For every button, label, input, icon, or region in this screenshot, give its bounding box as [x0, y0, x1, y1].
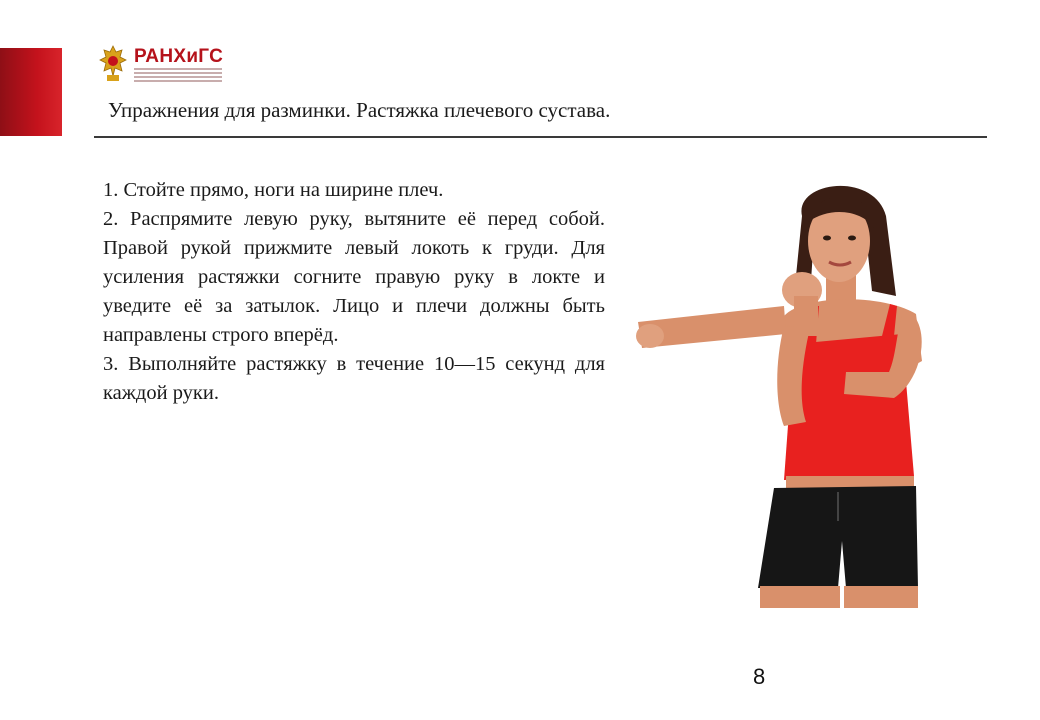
title-divider: [94, 136, 987, 138]
step-2: 2. Распрямите левую руку, вытяните её перед собой. Правой рукой прижмите левый локоть к груди. Для усиления растяжки согните правую руку в локте и уведите её за затылок. Лицо и плечи должны быть направлены строго вперёд.: [103, 208, 605, 346]
red-accent-bar: [0, 48, 62, 136]
eagle-emblem-icon: [98, 44, 128, 84]
logo-text: РАНХиГС: [134, 46, 224, 67]
ranepa-logo: [98, 44, 238, 86]
instructions-text: [103, 176, 605, 408]
woman-stretching-photo: [634, 176, 934, 608]
step-1: 1. Стойте прямо, ноги на ширине плеч.: [103, 179, 444, 201]
page-number: 8: [753, 664, 766, 689]
step-3: 3. Выполняйте растяжку в течение 10—15 секунд для каждой руки.: [103, 353, 605, 404]
logo-subtitle-lines: [134, 68, 222, 84]
slide-title: Упражнения для разминки. Растяжка плечевого сустава.: [108, 98, 611, 122]
